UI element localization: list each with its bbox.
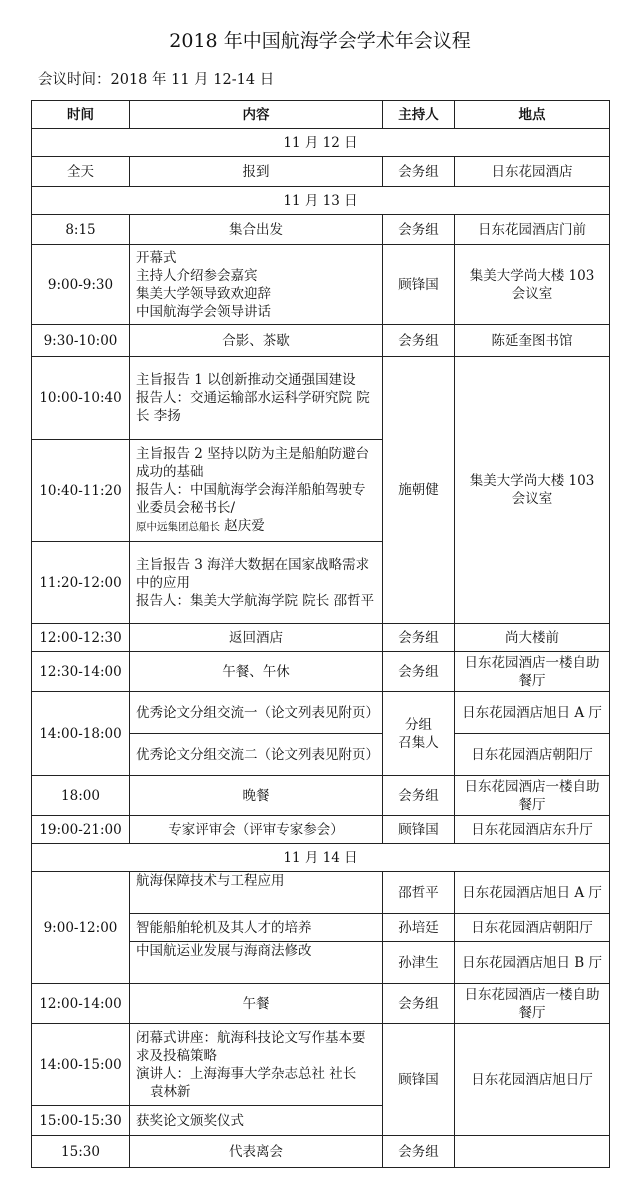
content-line (136, 517, 376, 536)
place-cell: 日东花园酒店旭日 A 厅 (455, 692, 610, 734)
header-content: 内容 (130, 101, 383, 129)
table-row (32, 872, 610, 914)
place-cell: 日东花园酒店朝阳厅 (455, 914, 610, 942)
place-cell: 日东花园酒店旭日 B 厅 (455, 942, 610, 984)
host-cell: 会务组 (383, 984, 455, 1024)
place-cell: 日东花园酒店东升厅 (455, 816, 610, 844)
time-cell: 12:00-12:30 (32, 624, 130, 652)
content-cell: 午餐 (130, 984, 383, 1024)
table-row (32, 357, 610, 440)
content-line: 主旨报告 1 以创新推动交通强国建设 (136, 372, 356, 388)
place-cell: 陈延奎图书馆 (455, 325, 610, 357)
page-title: 2018 年中国航海学会学术年会议程 (169, 30, 471, 52)
host-cell: 会务组 (383, 652, 455, 692)
content-cell: 专家评审会（评审专家参会） (130, 816, 383, 844)
table-row (32, 1136, 610, 1168)
time-cell: 19:00-21:00 (32, 816, 130, 844)
time-cell: 12:00-14:00 (32, 984, 130, 1024)
time-cell: 全天 (32, 157, 130, 187)
content-cell: 优秀论文分组交流一（论文列表见附页） (130, 692, 383, 734)
time-cell: 8:15 (32, 215, 130, 245)
content-cell: 获奖论文颁奖仪式 (130, 1106, 383, 1136)
host-cell: 邵哲平 (383, 872, 455, 914)
day-row (32, 844, 610, 872)
content-cell: 集合出发 (130, 215, 383, 245)
day-row (32, 129, 610, 157)
place-cell: 集美大学尚大楼 103 会议室 (455, 245, 610, 325)
table-row (32, 776, 610, 816)
content-cell (130, 1024, 383, 1106)
content-cell: 航海保障技术与工程应用 (130, 872, 383, 914)
time-cell: 10:00-10:40 (32, 357, 130, 440)
content-cell: 智能船舶轮机及其人才的培养 (130, 914, 383, 942)
content-cell (130, 245, 383, 325)
host-cell: 施朝健 (383, 357, 455, 624)
time-cell: 12:30-14:00 (32, 652, 130, 692)
place-cell: 日东花园酒店朝阳厅 (455, 734, 610, 776)
table-row (32, 325, 610, 357)
content-cell: 代表离会 (130, 1136, 383, 1168)
table-row (32, 816, 610, 844)
content-note: 原中远集团总船长 (136, 521, 220, 533)
time-cell: 15:30 (32, 1136, 130, 1168)
host-cell: 会务组 (383, 624, 455, 652)
content-line: 集美大学领导致欢迎辞 (136, 285, 271, 302)
place-cell: 尚大楼前 (455, 624, 610, 652)
host-line: 分组 (405, 716, 432, 733)
content-cell: 晚餐 (130, 776, 383, 816)
time-cell: 9:00-9:30 (32, 245, 130, 325)
content-cell (130, 542, 383, 624)
meeting-time: 会议时间：2018 年 11 月 12-14 日 (38, 72, 275, 88)
place-cell: 集美大学尚大楼 103 会议室 (455, 357, 610, 624)
content-cell: 中国航运业发展与海商法修改 (130, 942, 383, 984)
table-row (32, 652, 610, 692)
place-cell: 日东花园酒店一楼自助餐厅 (455, 984, 610, 1024)
content-cell (130, 357, 383, 440)
time-cell: 18:00 (32, 776, 130, 816)
host-cell: 会务组 (383, 325, 455, 357)
content-line: 主旨报告 3 海洋大数据在国家战略需求中的应用 (136, 556, 370, 591)
agenda-table (31, 100, 610, 1168)
time-cell: 10:40-11:20 (32, 440, 130, 542)
day-label: 11 月 13 日 (32, 187, 610, 215)
day-label: 11 月 12 日 (32, 129, 610, 157)
table-row (32, 984, 610, 1024)
table-row (32, 157, 610, 187)
host-cell: 会务组 (383, 157, 455, 187)
content-line: 闭幕式讲座：航海科技论文写作基本要求及投稿策略 (136, 1029, 366, 1064)
place-cell: 日东花园酒店门前 (455, 215, 610, 245)
time-cell: 14:00-15:00 (32, 1024, 130, 1106)
time-cell: 14:00-18:00 (32, 692, 130, 776)
host-cell: 会务组 (383, 1136, 455, 1168)
host-cell (383, 692, 455, 776)
place-cell: 日东花园酒店一楼自助餐厅 (455, 652, 610, 692)
day-label: 11 月 14 日 (32, 844, 610, 872)
place-cell: 日东花园酒店旭日厅 (455, 1024, 610, 1136)
host-cell: 会务组 (383, 776, 455, 816)
content-line: 开幕式 (136, 249, 177, 266)
time-cell: 9:30-10:00 (32, 325, 130, 357)
content-line: 演讲人：上海海事大学杂志总社 社长 (136, 1065, 357, 1082)
day-row (32, 187, 610, 215)
content-line: 袁林新 (150, 1083, 191, 1100)
content-line: 主持人介绍参会嘉宾 (136, 267, 258, 284)
content-cell: 报到 (130, 157, 383, 187)
host-cell: 会务组 (383, 215, 455, 245)
place-cell (455, 1136, 610, 1168)
content-line: 报告人：交通运输部水运科学研究院 院长 李扬 (136, 390, 370, 424)
time-cell: 9:00-12:00 (32, 872, 130, 984)
table-header-row (32, 101, 610, 129)
host-cell: 顾锋国 (383, 816, 455, 844)
header-time: 时间 (32, 101, 130, 129)
place-cell: 日东花园酒店旭日 A 厅 (455, 872, 610, 914)
table-row (32, 215, 610, 245)
table-row (32, 1024, 610, 1106)
header-host: 主持人 (383, 101, 455, 129)
content-cell: 午餐、午休 (130, 652, 383, 692)
content-cell: 优秀论文分组交流二（论文列表见附页） (130, 734, 383, 776)
time-cell: 15:00-15:30 (32, 1106, 130, 1136)
content-cell: 合影、茶歇 (130, 325, 383, 357)
content-line: 中国航海学会领导讲话 (136, 303, 271, 320)
host-cell: 顾锋国 (383, 245, 455, 325)
host-cell: 孙培廷 (383, 914, 455, 942)
host-cell: 孙津生 (383, 942, 455, 984)
host-line: 召集人 (398, 734, 439, 751)
content-cell (130, 440, 383, 542)
content-line: 报告人：中国航海学会海洋船舶驾驶专业委员会秘书长/ (136, 482, 366, 516)
content-line: 主旨报告 2 坚持以防为主是船舶防避台成功的基础 (136, 446, 370, 480)
content-cell: 返回酒店 (130, 624, 383, 652)
table-row (32, 692, 610, 734)
content-person: 赵庆爱 (224, 518, 265, 534)
time-cell: 11:20-12:00 (32, 542, 130, 624)
table-row (32, 245, 610, 325)
place-cell: 日东花园酒店一楼自助餐厅 (455, 776, 610, 816)
table-row (32, 624, 610, 652)
header-place: 地点 (455, 101, 610, 129)
content-line: 报告人：集美大学航海学院 院长 邵哲平 (136, 592, 375, 609)
host-cell: 顾锋国 (383, 1024, 455, 1136)
place-cell: 日东花园酒店 (455, 157, 610, 187)
